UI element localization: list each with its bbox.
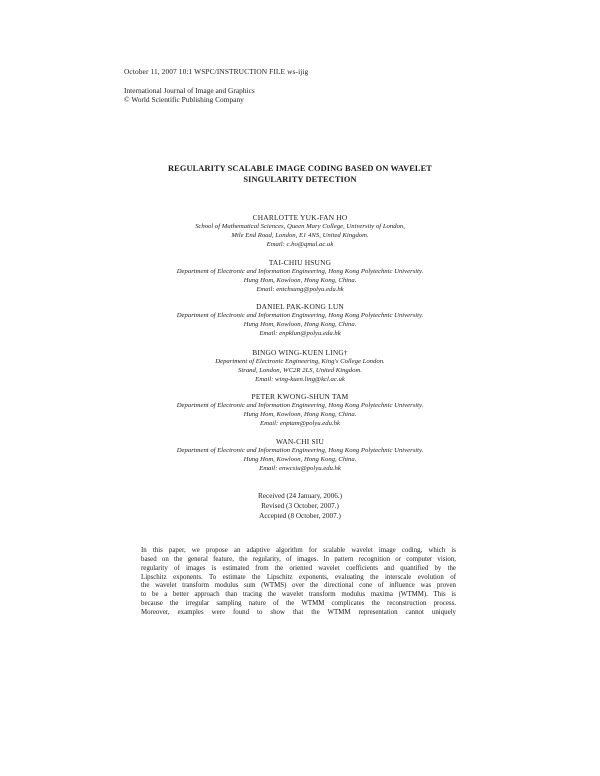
author-name: DANIEL PAK-KONG LUN <box>256 302 344 311</box>
author-affiliation: School of Mathematical Sciences, Queen Mary College, University of London, <box>195 223 405 230</box>
title-line-1: REGULARITY SCALABLE IMAGE CODING BASED ON WAVELET <box>168 164 432 173</box>
abstract-line: because the irregular sampling nature of the WTMM complicates the reconstruction process. <box>141 600 456 608</box>
abstract-line: Moreover, examples were found to show that the WTMM representation cannot uniquely <box>141 608 456 616</box>
author-affiliation: Department of Electronic and Information Engineering, Hong Kong Polytechnic University. <box>176 447 424 454</box>
abstract-line: to be a better approach than tracing the wavelet transform modulus maxima (WTMM). This is <box>141 591 456 599</box>
author-affiliation: Hung Hom, Kowloon, Hong Kong, China. <box>243 320 357 328</box>
author-block <box>120 348 480 385</box>
abstract-line: regularity of images is estimated from the oriented wavelet coefficients and quantified by the <box>141 564 456 572</box>
author-block <box>120 437 480 474</box>
abstract-line: the wavelet transform modulus sum (WTMS) over the directional cone of influence was proven <box>141 582 456 590</box>
author-name: WAN-CHI SIU <box>276 437 324 446</box>
author-email: Email: enwcsiu@polyu.edu.hk <box>259 464 341 472</box>
author-name: PETER KWONG-SHUN TAM <box>251 392 349 401</box>
author-affiliation: Hung Hom, Kowloon, Hong Kong, China. <box>243 276 357 284</box>
author-block <box>120 302 480 339</box>
author-affiliation: Hung Hom, Kowloon, Hong Kong, China. <box>243 455 357 463</box>
paper-title <box>130 163 470 185</box>
author-name: TAI-CHIU HSUNG <box>268 258 332 267</box>
submission-dates <box>200 491 400 521</box>
author-email: Email: entchsung@polyu.edu.hk <box>256 285 344 293</box>
running-head: October 11, 2007 10:1 WSPC/INSTRUCTION FILE ws-ijig <box>124 67 309 76</box>
author-affiliation: Strand, London, WC2R 2LS, United Kingdom. <box>238 366 362 374</box>
author-affiliation: Hung Hom, Kowloon, Hong Kong, China. <box>243 410 357 418</box>
journal-info <box>124 86 255 105</box>
author-name: CHARLOTTE YUK-FAN HO <box>252 213 348 222</box>
author-affiliation: Department of Electronic and Information Engineering, Hong Kong Polytechnic University. <box>176 402 424 409</box>
author-affiliation: Department of Electronic and Information Engineering, Hong Kong Polytechnic University. <box>176 312 424 319</box>
revised-date: Revised (3 October, 2007.) <box>261 502 339 510</box>
author-email: Email: enpklun@polyu.edu.hk <box>259 329 341 337</box>
author-email: Email: c.ho@qmul.ac.uk <box>266 240 334 248</box>
author-block <box>120 213 480 250</box>
journal-name: International Journal of Image and Graphics <box>124 86 255 95</box>
author-name: BINGO WING-KUEN LING† <box>252 348 348 357</box>
author-email: Email: wing-kuen.ling@kcl.ac.uk <box>255 375 345 383</box>
author-block <box>120 392 480 429</box>
author-email: Email: enptam@polyu.edu.hk <box>260 419 340 427</box>
author-block <box>120 258 480 295</box>
title-line-2: SINGULARITY DETECTION <box>243 175 357 184</box>
author-affiliation: Department of Electronic and Information Engineering, Hong Kong Polytechnic University. <box>176 268 424 275</box>
abstract-line: based on the general feature, the regularity, of images. In pattern recognition or computer vision, <box>141 555 456 563</box>
author-affiliation: Mile End Road, London, E1 4NS, United Kingdom. <box>231 231 369 239</box>
author-affiliation: Department of Electronic Engineering, King's College London. <box>215 358 385 365</box>
abstract-line: In this paper, we propose an adaptive algorithm for scalable wavelet image coding, which is <box>141 547 456 554</box>
accepted-date: Accepted (8 October, 2007.) <box>259 512 341 520</box>
publisher-notice: © World Scientific Publishing Company <box>124 95 244 105</box>
received-date: Received (24 January, 2006.) <box>258 492 342 500</box>
abstract <box>141 547 456 618</box>
abstract-line: Lipschitz exponents. To estimate the Lipschitz exponents, evaluating the interscale evolution of <box>141 573 456 581</box>
